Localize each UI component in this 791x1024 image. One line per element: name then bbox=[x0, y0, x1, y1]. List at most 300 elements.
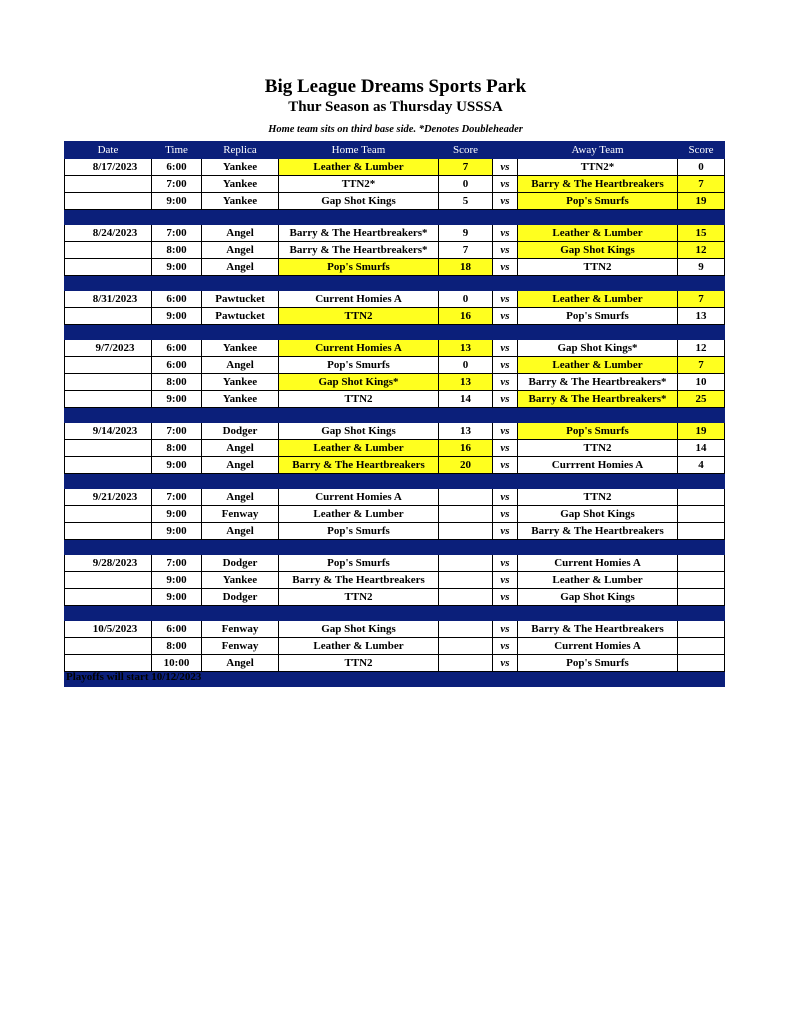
away-score-cell bbox=[678, 523, 725, 540]
separator-cell bbox=[439, 474, 493, 489]
home-team-cell: Current Homies A bbox=[279, 489, 439, 506]
separator-cell bbox=[493, 276, 518, 291]
header-date: Date bbox=[65, 142, 152, 159]
away-score-cell: 10 bbox=[678, 374, 725, 391]
vs-cell: vs bbox=[493, 291, 518, 308]
home-team-cell: Barry & The Heartbreakers bbox=[279, 572, 439, 589]
separator-cell bbox=[152, 276, 202, 291]
time-cell: 9:00 bbox=[152, 506, 202, 523]
separator-cell bbox=[279, 210, 439, 225]
away-score-cell: 19 bbox=[678, 423, 725, 440]
home-score-cell: 7 bbox=[439, 242, 493, 259]
separator-cell bbox=[439, 210, 493, 225]
home-score-cell bbox=[439, 506, 493, 523]
vs-cell: vs bbox=[493, 242, 518, 259]
home-score-cell: 16 bbox=[439, 308, 493, 325]
away-team-cell: Gap Shot Kings bbox=[518, 242, 678, 259]
separator-cell bbox=[678, 540, 725, 555]
separator-cell bbox=[439, 325, 493, 340]
vs-cell: vs bbox=[493, 159, 518, 176]
replica-cell: Yankee bbox=[202, 572, 279, 589]
date-cell: 8/24/2023 bbox=[65, 225, 152, 242]
separator-cell bbox=[518, 325, 678, 340]
away-team-cell: TTN2* bbox=[518, 159, 678, 176]
separator-cell bbox=[518, 408, 678, 423]
separator-cell bbox=[65, 606, 152, 621]
home-team-cell: Gap Shot Kings* bbox=[279, 374, 439, 391]
away-score-cell: 7 bbox=[678, 357, 725, 374]
away-team-cell: Barry & The Heartbreakers bbox=[518, 176, 678, 193]
separator-cell bbox=[202, 474, 279, 489]
away-team-cell: Barry & The Heartbreakers* bbox=[518, 374, 678, 391]
separator-cell bbox=[202, 672, 279, 687]
time-cell: 9:00 bbox=[152, 523, 202, 540]
time-cell: 6:00 bbox=[152, 291, 202, 308]
table-row bbox=[65, 523, 725, 540]
replica-cell: Fenway bbox=[202, 506, 279, 523]
replica-cell: Fenway bbox=[202, 638, 279, 655]
table-row bbox=[65, 259, 725, 276]
home-score-cell bbox=[439, 589, 493, 606]
separator-cell bbox=[202, 325, 279, 340]
time-cell: 7:00 bbox=[152, 555, 202, 572]
schedule-table bbox=[64, 141, 725, 687]
away-score-cell: 12 bbox=[678, 340, 725, 357]
time-cell: 9:00 bbox=[152, 259, 202, 276]
away-team-cell: Pop's Smurfs bbox=[518, 655, 678, 672]
time-cell: 9:00 bbox=[152, 308, 202, 325]
replica-cell: Dodger bbox=[202, 555, 279, 572]
table-row bbox=[65, 655, 725, 672]
separator-cell bbox=[65, 210, 152, 225]
home-team-cell: TTN2 bbox=[279, 655, 439, 672]
separator-cell bbox=[493, 474, 518, 489]
replica-cell: Yankee bbox=[202, 159, 279, 176]
separator-cell bbox=[439, 672, 493, 687]
home-score-cell: 18 bbox=[439, 259, 493, 276]
time-cell: 10:00 bbox=[152, 655, 202, 672]
home-team-cell: Barry & The Heartbreakers* bbox=[279, 242, 439, 259]
home-team-cell: Pop's Smurfs bbox=[279, 357, 439, 374]
home-team-cell: Gap Shot Kings bbox=[279, 193, 439, 210]
home-team-cell: Leather & Lumber bbox=[279, 638, 439, 655]
away-team-cell: Pop's Smurfs bbox=[518, 423, 678, 440]
time-cell: 8:00 bbox=[152, 242, 202, 259]
separator-cell bbox=[518, 210, 678, 225]
separator-cell bbox=[678, 474, 725, 489]
time-cell: 8:00 bbox=[152, 374, 202, 391]
home-team-cell: Barry & The Heartbreakers bbox=[279, 457, 439, 474]
separator-cell bbox=[439, 540, 493, 555]
separator-cell bbox=[518, 606, 678, 621]
header-away-score: Score bbox=[678, 142, 725, 159]
away-score-cell bbox=[678, 489, 725, 506]
date-cell bbox=[65, 589, 152, 606]
time-cell: 7:00 bbox=[152, 423, 202, 440]
separator-cell bbox=[518, 540, 678, 555]
home-score-cell: 13 bbox=[439, 423, 493, 440]
vs-cell: vs bbox=[493, 621, 518, 638]
header-home-score: Score bbox=[439, 142, 493, 159]
home-team-cell: TTN2 bbox=[279, 308, 439, 325]
home-team-cell: Pop's Smurfs bbox=[279, 523, 439, 540]
date-cell bbox=[65, 308, 152, 325]
away-team-cell: TTN2 bbox=[518, 489, 678, 506]
header-vs bbox=[493, 142, 518, 159]
away-score-cell bbox=[678, 621, 725, 638]
home-team-cell: Current Homies A bbox=[279, 340, 439, 357]
time-cell: 9:00 bbox=[152, 391, 202, 408]
separator-cell bbox=[279, 276, 439, 291]
separator-cell bbox=[202, 408, 279, 423]
away-score-cell: 13 bbox=[678, 308, 725, 325]
home-score-cell: 0 bbox=[439, 291, 493, 308]
header-home-team: Home Team bbox=[279, 142, 439, 159]
home-score-cell bbox=[439, 572, 493, 589]
separator-cell bbox=[518, 276, 678, 291]
separator-cell bbox=[152, 606, 202, 621]
date-cell bbox=[65, 357, 152, 374]
separator-cell bbox=[152, 408, 202, 423]
away-team-cell: Gap Shot Kings bbox=[518, 589, 678, 606]
separator-cell bbox=[65, 474, 152, 489]
time-cell: 6:00 bbox=[152, 357, 202, 374]
time-cell: 9:00 bbox=[152, 572, 202, 589]
separator-cell bbox=[493, 210, 518, 225]
table-row bbox=[65, 291, 725, 308]
time-cell: 6:00 bbox=[152, 159, 202, 176]
home-team-cell: TTN2* bbox=[279, 176, 439, 193]
vs-cell: vs bbox=[493, 440, 518, 457]
separator-row bbox=[65, 325, 725, 340]
home-score-cell bbox=[439, 621, 493, 638]
away-score-cell bbox=[678, 589, 725, 606]
home-score-cell: 5 bbox=[439, 193, 493, 210]
separator-cell bbox=[678, 325, 725, 340]
header-replica: Replica bbox=[202, 142, 279, 159]
home-team-cell: Pop's Smurfs bbox=[279, 259, 439, 276]
vs-cell: vs bbox=[493, 655, 518, 672]
replica-cell: Angel bbox=[202, 523, 279, 540]
away-team-cell: Leather & Lumber bbox=[518, 225, 678, 242]
replica-cell: Yankee bbox=[202, 374, 279, 391]
vs-cell: vs bbox=[493, 193, 518, 210]
home-score-cell bbox=[439, 555, 493, 572]
home-team-cell: Barry & The Heartbreakers* bbox=[279, 225, 439, 242]
date-cell bbox=[65, 655, 152, 672]
date-cell bbox=[65, 391, 152, 408]
table-row bbox=[65, 159, 725, 176]
table-row bbox=[65, 457, 725, 474]
vs-cell: vs bbox=[493, 374, 518, 391]
away-team-cell: Barry & The Heartbreakers bbox=[518, 523, 678, 540]
replica-cell: Angel bbox=[202, 655, 279, 672]
table-row bbox=[65, 555, 725, 572]
date-cell: 8/17/2023 bbox=[65, 159, 152, 176]
vs-cell: vs bbox=[493, 457, 518, 474]
separator-cell bbox=[65, 540, 152, 555]
date-cell bbox=[65, 506, 152, 523]
time-cell: 7:00 bbox=[152, 225, 202, 242]
replica-cell: Pawtucket bbox=[202, 308, 279, 325]
table-row bbox=[65, 572, 725, 589]
replica-cell: Angel bbox=[202, 457, 279, 474]
separator-cell bbox=[65, 408, 152, 423]
separator-cell bbox=[493, 540, 518, 555]
date-cell bbox=[65, 259, 152, 276]
separator-row bbox=[65, 606, 725, 621]
header-away-team: Away Team bbox=[518, 142, 678, 159]
separator-cell bbox=[152, 540, 202, 555]
home-score-cell: 13 bbox=[439, 340, 493, 357]
away-team-cell: Pop's Smurfs bbox=[518, 193, 678, 210]
table-row bbox=[65, 423, 725, 440]
time-cell: 8:00 bbox=[152, 440, 202, 457]
date-cell bbox=[65, 572, 152, 589]
separator-cell bbox=[202, 210, 279, 225]
home-score-cell: 20 bbox=[439, 457, 493, 474]
vs-cell: vs bbox=[493, 391, 518, 408]
replica-cell: Yankee bbox=[202, 391, 279, 408]
replica-cell: Pawtucket bbox=[202, 291, 279, 308]
separator-cell bbox=[152, 474, 202, 489]
vs-cell: vs bbox=[493, 572, 518, 589]
separator-cell bbox=[493, 672, 518, 687]
replica-cell: Yankee bbox=[202, 340, 279, 357]
table-row bbox=[65, 242, 725, 259]
time-cell: 7:00 bbox=[152, 176, 202, 193]
table-row bbox=[65, 357, 725, 374]
away-score-cell: 4 bbox=[678, 457, 725, 474]
away-score-cell bbox=[678, 572, 725, 589]
separator-cell bbox=[439, 276, 493, 291]
separator-cell bbox=[152, 210, 202, 225]
table-row bbox=[65, 391, 725, 408]
vs-cell: vs bbox=[493, 506, 518, 523]
time-cell: 6:00 bbox=[152, 621, 202, 638]
vs-cell: vs bbox=[493, 357, 518, 374]
date-cell: 10/5/2023 bbox=[65, 621, 152, 638]
home-score-cell: 0 bbox=[439, 176, 493, 193]
separator-cell bbox=[152, 325, 202, 340]
replica-cell: Angel bbox=[202, 242, 279, 259]
away-score-cell: 0 bbox=[678, 159, 725, 176]
time-cell: 9:00 bbox=[152, 457, 202, 474]
separator-cell bbox=[279, 606, 439, 621]
home-score-cell: 7 bbox=[439, 159, 493, 176]
vs-cell: vs bbox=[493, 259, 518, 276]
table-row bbox=[65, 589, 725, 606]
date-cell: 8/31/2023 bbox=[65, 291, 152, 308]
separator-cell bbox=[678, 672, 725, 687]
away-team-cell: Current Homies A bbox=[518, 638, 678, 655]
away-score-cell: 14 bbox=[678, 440, 725, 457]
away-team-cell: Leather & Lumber bbox=[518, 572, 678, 589]
date-cell: 9/7/2023 bbox=[65, 340, 152, 357]
vs-cell: vs bbox=[493, 176, 518, 193]
home-score-cell bbox=[439, 523, 493, 540]
away-score-cell: 12 bbox=[678, 242, 725, 259]
away-team-cell: Barry & The Heartbreakers bbox=[518, 621, 678, 638]
date-cell: 9/28/2023 bbox=[65, 555, 152, 572]
time-cell: 6:00 bbox=[152, 340, 202, 357]
home-score-cell: 14 bbox=[439, 391, 493, 408]
home-team-cell: Pop's Smurfs bbox=[279, 555, 439, 572]
away-score-cell: 9 bbox=[678, 259, 725, 276]
away-score-cell: 15 bbox=[678, 225, 725, 242]
separator-cell bbox=[65, 325, 152, 340]
table-row bbox=[65, 225, 725, 242]
separator-cell bbox=[65, 276, 152, 291]
home-team-cell: Leather & Lumber bbox=[279, 440, 439, 457]
table-row bbox=[65, 308, 725, 325]
replica-cell: Yankee bbox=[202, 176, 279, 193]
vs-cell: vs bbox=[493, 340, 518, 357]
away-score-cell: 19 bbox=[678, 193, 725, 210]
date-cell bbox=[65, 457, 152, 474]
vs-cell: vs bbox=[493, 225, 518, 242]
away-score-cell: 7 bbox=[678, 291, 725, 308]
separator-row bbox=[65, 474, 725, 489]
vs-cell: vs bbox=[493, 423, 518, 440]
table-row bbox=[65, 176, 725, 193]
separator-cell bbox=[493, 325, 518, 340]
date-cell bbox=[65, 374, 152, 391]
date-cell bbox=[65, 440, 152, 457]
separator-cell bbox=[279, 672, 439, 687]
home-score-cell: 16 bbox=[439, 440, 493, 457]
away-team-cell: Barry & The Heartbreakers* bbox=[518, 391, 678, 408]
away-score-cell: 25 bbox=[678, 391, 725, 408]
separator-cell bbox=[518, 474, 678, 489]
separator-cell bbox=[678, 606, 725, 621]
away-score-cell: 7 bbox=[678, 176, 725, 193]
away-score-cell bbox=[678, 655, 725, 672]
away-score-cell bbox=[678, 555, 725, 572]
vs-cell: vs bbox=[493, 589, 518, 606]
table-row bbox=[65, 374, 725, 391]
separator-cell bbox=[518, 672, 678, 687]
replica-cell: Angel bbox=[202, 225, 279, 242]
separator-cell bbox=[493, 408, 518, 423]
schedule-note: Home team sits on third base side. *Denotes Doubleheader bbox=[268, 124, 523, 135]
date-cell bbox=[65, 193, 152, 210]
replica-cell: Angel bbox=[202, 440, 279, 457]
home-team-cell: Gap Shot Kings bbox=[279, 423, 439, 440]
separator-cell bbox=[493, 606, 518, 621]
replica-cell: Angel bbox=[202, 259, 279, 276]
separator-cell bbox=[439, 606, 493, 621]
table-row bbox=[65, 489, 725, 506]
table-header-row bbox=[65, 142, 725, 159]
table-row bbox=[65, 621, 725, 638]
header-time: Time bbox=[152, 142, 202, 159]
replica-cell: Angel bbox=[202, 489, 279, 506]
away-team-cell: Pop's Smurfs bbox=[518, 308, 678, 325]
replica-cell: Dodger bbox=[202, 589, 279, 606]
time-cell: 8:00 bbox=[152, 638, 202, 655]
home-team-cell: TTN2 bbox=[279, 391, 439, 408]
home-score-cell bbox=[439, 638, 493, 655]
table-row bbox=[65, 340, 725, 357]
table-row bbox=[65, 440, 725, 457]
home-score-cell: 9 bbox=[439, 225, 493, 242]
date-cell: 9/21/2023 bbox=[65, 489, 152, 506]
replica-cell: Fenway bbox=[202, 621, 279, 638]
home-score-cell bbox=[439, 655, 493, 672]
date-cell bbox=[65, 523, 152, 540]
date-cell bbox=[65, 242, 152, 259]
away-score-cell bbox=[678, 506, 725, 523]
home-team-cell: Leather & Lumber bbox=[279, 159, 439, 176]
date-cell bbox=[65, 176, 152, 193]
separator-cell bbox=[439, 408, 493, 423]
separator-row bbox=[65, 276, 725, 291]
away-score-cell bbox=[678, 638, 725, 655]
away-team-cell: TTN2 bbox=[518, 259, 678, 276]
separator-cell bbox=[202, 276, 279, 291]
time-cell: 7:00 bbox=[152, 489, 202, 506]
separator-row bbox=[65, 408, 725, 423]
home-team-cell: Current Homies A bbox=[279, 291, 439, 308]
away-team-cell: Currrent Homies A bbox=[518, 457, 678, 474]
separator-cell bbox=[279, 474, 439, 489]
home-score-cell bbox=[439, 489, 493, 506]
table-row bbox=[65, 638, 725, 655]
separator-cell bbox=[279, 408, 439, 423]
playoffs-note: Playoffs will start 10/12/2023 bbox=[66, 671, 202, 683]
away-team-cell: Current Homies A bbox=[518, 555, 678, 572]
time-cell: 9:00 bbox=[152, 193, 202, 210]
away-team-cell: TTN2 bbox=[518, 440, 678, 457]
separator-cell bbox=[678, 408, 725, 423]
separator-row bbox=[65, 540, 725, 555]
time-cell: 9:00 bbox=[152, 589, 202, 606]
replica-cell: Yankee bbox=[202, 193, 279, 210]
replica-cell: Dodger bbox=[202, 423, 279, 440]
separator-cell bbox=[279, 540, 439, 555]
vs-cell: vs bbox=[493, 489, 518, 506]
schedule-body bbox=[65, 159, 725, 687]
date-cell bbox=[65, 638, 152, 655]
replica-cell: Angel bbox=[202, 357, 279, 374]
table-row bbox=[65, 506, 725, 523]
home-score-cell: 0 bbox=[439, 357, 493, 374]
vs-cell: vs bbox=[493, 308, 518, 325]
page-title: Big League Dreams Sports Park bbox=[264, 76, 527, 97]
table-row bbox=[65, 193, 725, 210]
separator-row bbox=[65, 210, 725, 225]
date-cell: 9/14/2023 bbox=[65, 423, 152, 440]
vs-cell: vs bbox=[493, 638, 518, 655]
page-subtitle: Thur Season as Thursday USSSA bbox=[288, 99, 503, 115]
separator-cell bbox=[202, 540, 279, 555]
separator-cell bbox=[279, 325, 439, 340]
separator-cell bbox=[678, 276, 725, 291]
home-team-cell: TTN2 bbox=[279, 589, 439, 606]
home-team-cell: Leather & Lumber bbox=[279, 506, 439, 523]
vs-cell: vs bbox=[493, 523, 518, 540]
away-team-cell: Gap Shot Kings bbox=[518, 506, 678, 523]
home-team-cell: Gap Shot Kings bbox=[279, 621, 439, 638]
away-team-cell: Leather & Lumber bbox=[518, 291, 678, 308]
separator-cell bbox=[202, 606, 279, 621]
away-team-cell: Leather & Lumber bbox=[518, 357, 678, 374]
home-score-cell: 13 bbox=[439, 374, 493, 391]
away-team-cell: Gap Shot Kings* bbox=[518, 340, 678, 357]
vs-cell: vs bbox=[493, 555, 518, 572]
separator-cell bbox=[678, 210, 725, 225]
